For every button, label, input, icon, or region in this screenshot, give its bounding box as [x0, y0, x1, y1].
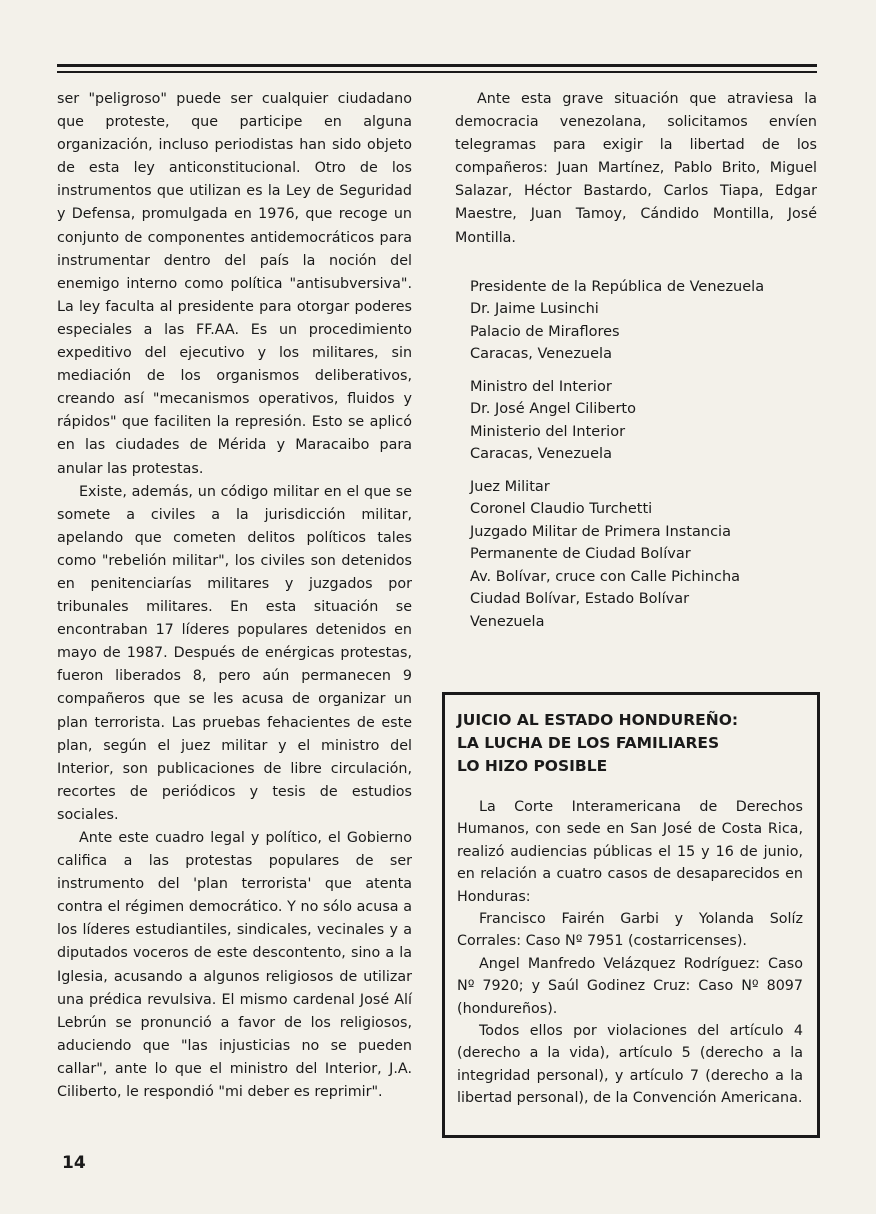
honduras-trial-sidebar-box — [442, 692, 820, 1138]
address-block-judge — [470, 476, 817, 634]
address-line: Juzgado Militar de Primera Instancia — [470, 523, 731, 540]
address-list — [470, 276, 817, 634]
address-line: Dr. Jaime Lusinchi — [470, 301, 599, 318]
page-number: 14 — [62, 1153, 86, 1173]
address-line: Ministro del Interior — [470, 378, 612, 395]
address-line: Presidente de la República de Venezuela — [470, 278, 765, 295]
address-line: Ciudad Bolívar, Estado Bolívar — [470, 591, 690, 608]
left-paragraph-3: Ante este cuadro legal y político, el Gobierno califica a las protestas populares de ser instrumento del 'plan terrorista' que atenta contra el régimen democrático. Y no sólo acusa a los líderes estudiantiles, sindicales, vecinales y a diputados voceros de este descontento, sino a la Iglesia, acusando a algunos religiosos de utilizar una prédica revulsiva. El mismo cardenal José Alí Lebrún se pronunció a favor de los religiosos, aduciendo que "las injusticias no se pueden callar", ante lo que el ministro del Interior, J.A. Ciliberto, le respondió "mi deber es reprimir". — [57, 830, 412, 1101]
box-title-line: LA LUCHA DE LOS FAMILIARES — [457, 734, 720, 752]
address-line: Permanente de Ciudad Bolívar — [470, 546, 691, 563]
box-paragraph-4: Todos ellos por violaciones del artículo 4 (derecho a la vida), artículo 5 (derecho a la integridad personal), y artículo 7 (derecho a la libertad personal), de la Convención Americana. — [457, 1023, 803, 1107]
left-column — [57, 88, 412, 1104]
address-line: Coronel Claudio Turchetti — [470, 501, 653, 518]
box-title-line: LO HIZO POSIBLE — [457, 757, 608, 775]
address-line: Venezuela — [470, 613, 545, 630]
header-rule-thin — [57, 71, 817, 73]
address-line: Av. Bolívar, cruce con Calle Pichincha — [470, 568, 741, 585]
address-line: Palacio de Miraflores — [470, 323, 620, 340]
header-rule-thick — [57, 64, 817, 67]
address-line: Caracas, Venezuela — [470, 346, 612, 363]
address-line: Dr. José Angel Ciliberto — [470, 401, 636, 418]
address-block-minister — [470, 376, 817, 466]
right-column — [455, 88, 817, 643]
box-title-line: JUICIO AL ESTADO HONDUREÑO: — [457, 711, 739, 729]
box-title — [457, 709, 803, 778]
left-paragraph-1: ser "peligroso" puede ser cualquier ciudadano que proteste, que participe en alguna organización, incluso periodistas han sido objeto de esta ley anticonstitucional. Otro de los instrumentos que utilizan es la Ley de Seguridad y Defensa, promulgada en 1976, que recoge un conjunto de componentes antidemocráticos para instrumentar dentro del país la noción del enemigo interno como política "antisubversiva". La ley faculta al presidente para otorgar poderes especiales a las FF.AA. Es un procedimiento expeditivo del ejecutivo y los militares, sin mediación de los organismos deliberativos, creando así "mecanismos operativos, fluidos y rápidos" que faciliten la represión. Esto se aplicó en las ciudades de Mérida y Maracaibo para anular las protestas. — [57, 91, 412, 477]
address-line: Caracas, Venezuela — [470, 446, 612, 463]
address-line: Ministerio del Interior — [470, 423, 626, 440]
left-paragraph-2: Existe, además, un código militar en el que se somete a civiles a la jurisdicción militar, apelando que cometen delitos políticos tales como "rebelión militar", los civiles son detenidos en penitenciarías militares y juzgados por tribunales militares. En esta situación se encontraban 17 líderes populares detenidos en mayo de 1987. Después de enérgicas protestas, fueron liberados 8, pero aún permanecen 9 compañeros que se les acusa de organizar un plan terrorista. Las pruebas fehacientes de este plan, según el juez militar y el ministro del Interior, son publicaciones de libre circulación, recortes de periódicos y tesis de estudios sociales. — [57, 483, 412, 823]
box-paragraph-3: Angel Manfredo Velázquez Rodríguez: Caso Nº 7920; y Saúl Godinez Cruz: Caso Nº 8097 (hondureños). — [457, 955, 803, 1017]
box-paragraph-1: La Corte Interamericana de Derechos Humanos, con sede en San José de Costa Rica, realizó audiencias públicas el 15 y 16 de junio, en relación a cuatro casos de desaparecidos en Honduras: — [457, 799, 803, 905]
address-line: Juez Militar — [470, 478, 550, 495]
telegram-request-paragraph: Ante esta grave situación que atraviesa la democracia venezolana, solicitamos envíen telegramas para exigir la libertad de los compañeros: Juan Martínez, Pablo Brito, Miguel Salazar, Héctor Bastardo, Carlos Tiapa, Edgar Maestre, Juan Tamoy, Cándido Montilla, José Montilla. — [455, 91, 817, 246]
address-block-president — [470, 276, 817, 366]
box-paragraph-2: Francisco Fairén Garbi y Yolanda Solíz Corrales: Caso Nº 7951 (costarricenses). — [457, 911, 803, 950]
